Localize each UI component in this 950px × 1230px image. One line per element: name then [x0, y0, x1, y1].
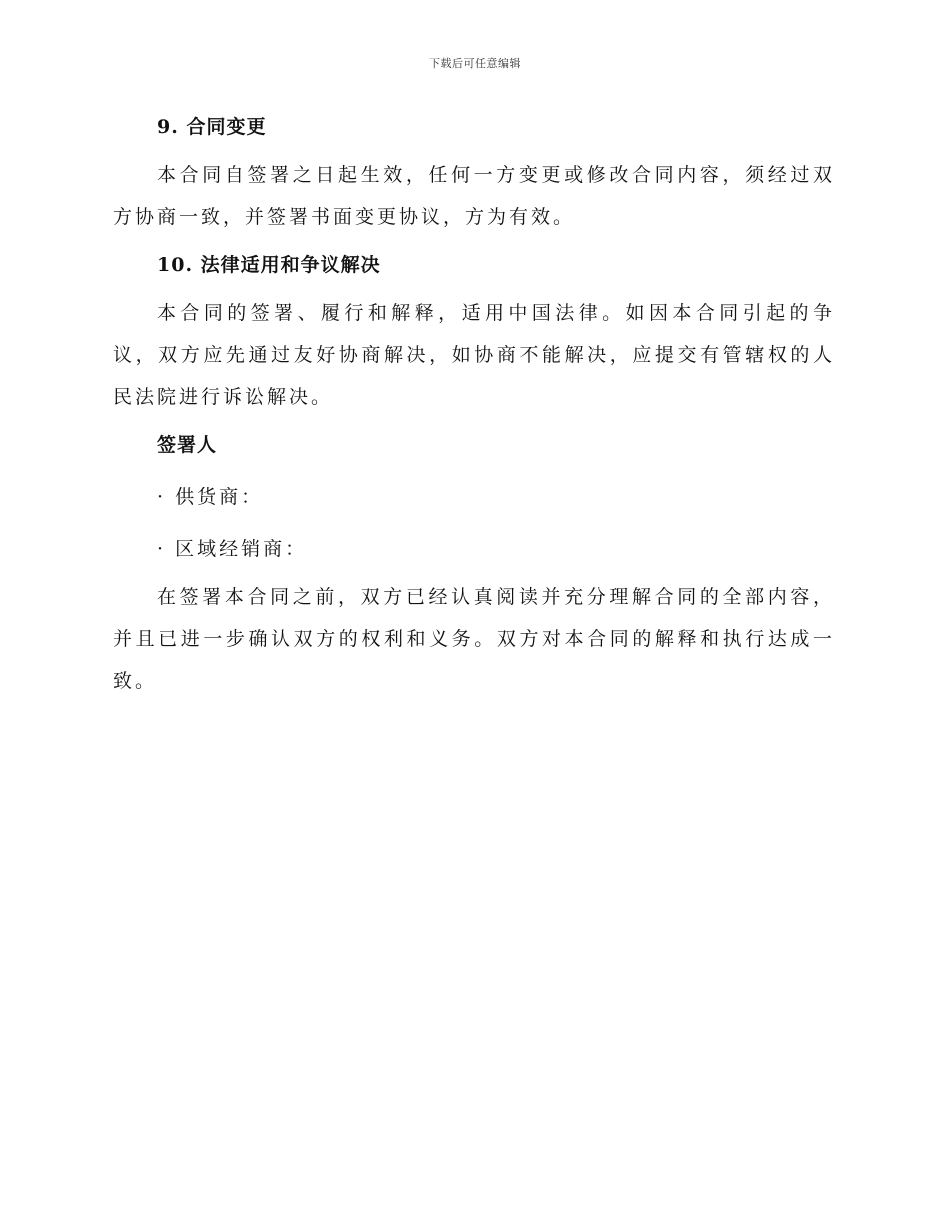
signatory-supplier: · 供货商： [157, 486, 264, 508]
signatory-distributor: · 区域经销商： [157, 538, 308, 560]
section-title-law-dispute: 10. 法律适用和争议解决 [157, 254, 381, 276]
page-header-note: 下载后可任意编辑 [429, 57, 521, 70]
closing-statement: 在签署本合同之前，双方已经认真阅读并充分理解合同的全部内容，并且已进一步确认双方的权利和义务。双方对本合同的解释和执行达成一致。 [113, 586, 835, 692]
document-body [113, 112, 835, 702]
section-title-contract-change: 9. 合同变更 [157, 116, 267, 138]
section-body-contract-change: 本合同自签署之日起生效，任何一方变更或修改合同内容，须经过双方协商一致，并签署书面变更协议，方为有效。 [113, 164, 835, 228]
section-body-law-dispute: 本合同的签署、履行和解释，适用中国法律。如因本合同引起的争议，双方应先通过友好协商解决，如协商不能解决，应提交有管辖权的人民法院进行诉讼解决。 [113, 302, 835, 408]
section-title-signatories: 签署人 [157, 434, 218, 456]
